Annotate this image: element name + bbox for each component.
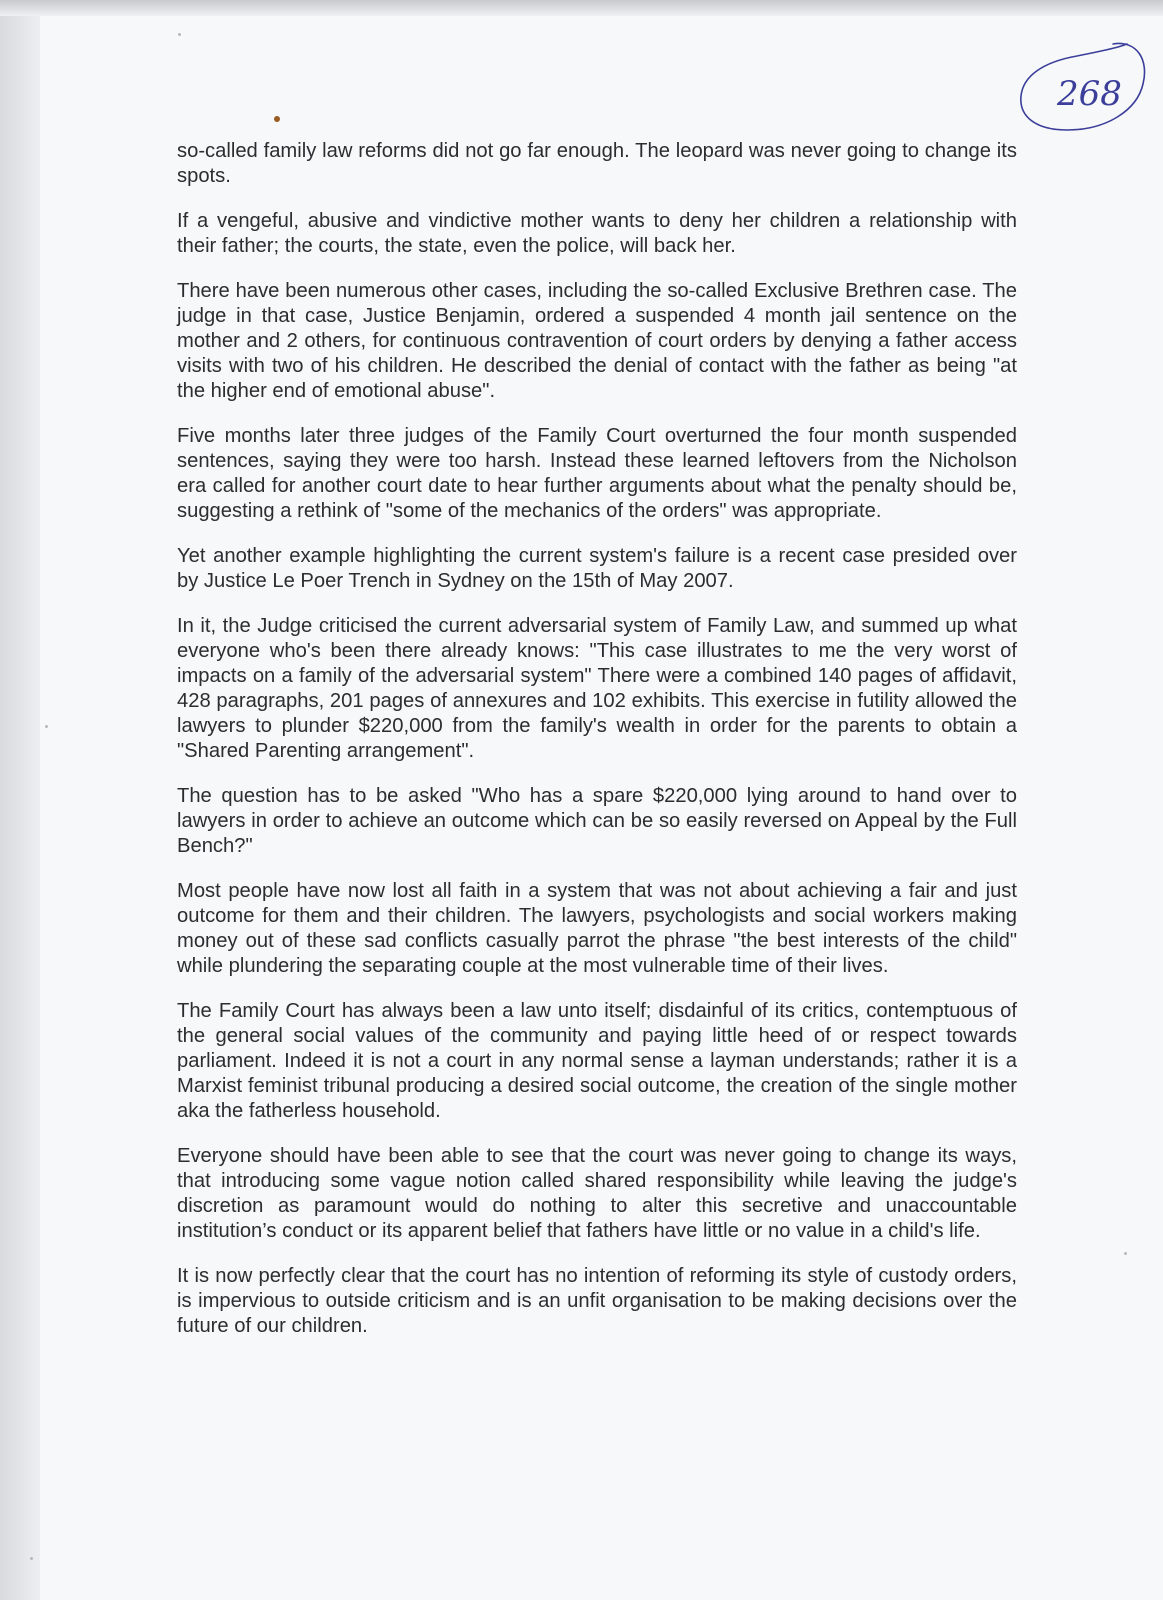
paragraph: There have been numerous other cases, including the so-called Exclusive Brethren case. The judge in that case, Justice Benjamin, ordered a suspended 4 month jail sentence on the mother and 2 others, for continuous contravention of court orders by denying a father access visits with two of his children. He described the denial of contact with the father as being "at the higher end of emotional abuse". xyxy=(177,280,1017,402)
scan-edge-top xyxy=(0,0,1163,16)
paragraph: Most people have now lost all faith in a system that was not about achieving a fair and just outcome for them and their children. The lawyers, psychologists and social workers making money out of these sad conflicts casually parrot the phrase "the best interests of the child" while plundering the separating couple at the most vulnerable time of their lives. xyxy=(177,880,1017,977)
document-body xyxy=(177,139,1017,1359)
paragraph: It is now perfectly clear that the court has no intention of reforming its style of custody orders, is impervious to outside criticism and is an unfit organisation to be making decisions over the future of our children. xyxy=(177,1265,1017,1337)
paragraph: If a vengeful, abusive and vindictive mother wants to deny her children a relationship with their father; the courts, the state, even the police, will back her. xyxy=(177,210,1017,257)
scan-speck xyxy=(1124,1252,1127,1255)
paragraph: Yet another example highlighting the current system's failure is a recent case presided over by Justice Le Poer Trench in Sydney on the 15th of May 2007. xyxy=(177,545,1017,592)
scan-edge-left xyxy=(0,0,40,1600)
paragraph: Everyone should have been able to see that the court was never going to change its ways, that introducing some vague notion called shared responsibility while leaving the judge's discretion as paramount would do nothing to alter this secretive and unaccountable institution’s conduct or its apparent belief that fathers have little or no value in a child's life. xyxy=(177,1145,1017,1242)
paragraph: In it, the Judge criticised the current adversarial system of Family Law, and summed up what everyone who's been there already knows: "This case illustrates to me the very worst of impacts on a family of the adversarial system" There were a combined 140 pages of affidavit, 428 paragraphs, 201 pages of annexures and 102 exhibits. This exercise in futility allowed the lawyers to plunder $220,000 from the family's wealth in order for the parents to obtain a "Shared Parenting arrangement". xyxy=(177,615,1017,762)
ink-mark xyxy=(274,116,280,122)
paragraph: The Family Court has always been a law unto itself; disdainful of its critics, contemptuous of the general social values of the community and paying little heed of or respect towards parliament. Indeed it is not a court in any normal sense a layman understands; rather it is a Marxist feminist tribunal producing a desired social outcome, the creation of the single mother aka the fatherless household. xyxy=(177,1000,1017,1122)
handwritten-page-number xyxy=(1017,38,1147,132)
paragraph: The question has to be asked "Who has a spare $220,000 lying around to hand over to lawyers in order to achieve an outcome which can be so easily reversed on Appeal by the Full Bench?" xyxy=(177,785,1017,857)
page-number-text: 268 xyxy=(1057,74,1122,114)
scan-speck xyxy=(178,33,181,36)
page-number-circle xyxy=(1017,38,1147,132)
scan-speck xyxy=(45,725,48,728)
scan-speck xyxy=(30,1557,33,1560)
paragraph: Five months later three judges of the Family Court overturned the four month suspended sentences, saying they were too harsh. Instead these learned leftovers from the Nicholson era called for another court date to hear further arguments about what the penalty should be, suggesting a rethink of "some of the mechanics of the orders" was appropriate. xyxy=(177,425,1017,522)
paragraph: so-called family law reforms did not go far enough. The leopard was never going to change its spots. xyxy=(177,140,1017,187)
